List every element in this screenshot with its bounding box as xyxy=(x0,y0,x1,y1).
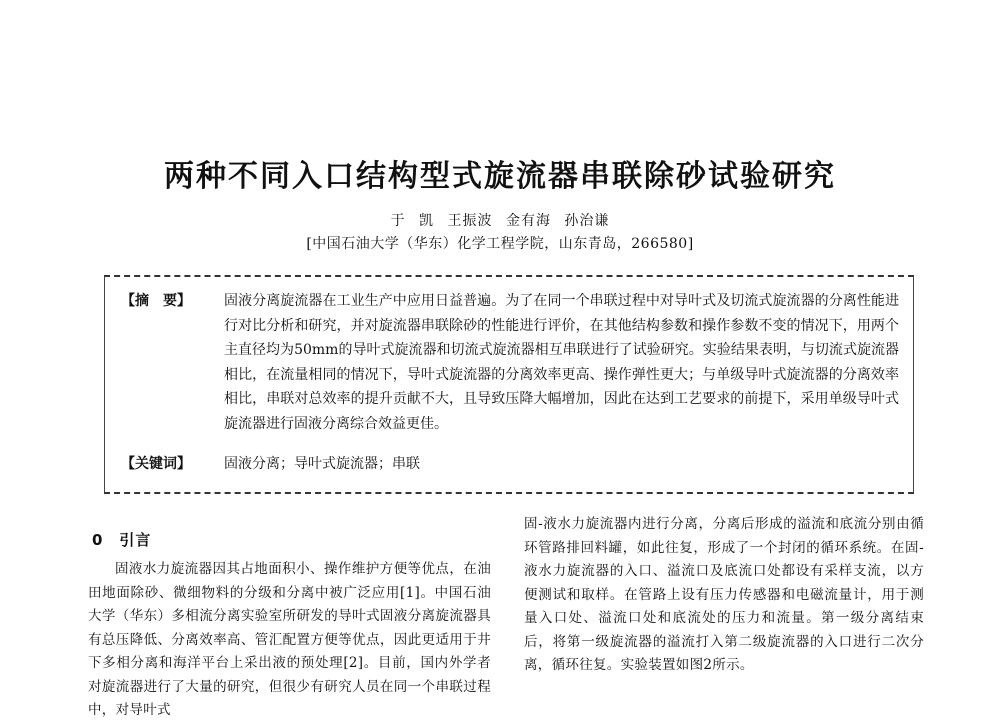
keywords-row xyxy=(121,452,420,476)
abstract-text: 固液分离旋流器在工业生产中应用日益普遍。为了在同一个串联过程中对导叶式及切流式旋流器的分离性能进行对比分析和研究，并对旋流器串联除砂的性能进行评价，在其他结构参数和操作参数不变的情况下，用两个主直径均为50mm的导叶式旋流器和切流式旋流器相互串联进行了试验研究。实验结果表明，与切流式旋流器相比，在流量相同的情况下，导叶式旋流器的分离效率更高、操作弹性更大；与单级导叶式旋流器的分离效率相比，串联对总效率的提升贡献不大，且导致压降大幅增加，因此在达到工艺要求的前提下，采用单级导叶式旋流器进行固液分离综合效益更佳。 xyxy=(224,293,899,432)
abstract-label-row xyxy=(121,289,191,314)
affiliation: [中国石油大学（华东）化学工程学院，山东青岛，266580] xyxy=(306,236,694,252)
body-right-column: 固-液水力旋流器内进行分离，分离后形成的溢流和底流分别由循环管路排回料罐，如此往复，形成了一个封闭的循环系统。在固-液水力旋流器的入口、溢流口及底流口处都设有采样支流，以方便测试和取样。在管路上设有压力传感器和电磁流量计，用于测量入口处、溢流口处和底流处的压力和流量。第一级分离结束后，将第一级旋流器的溢流打入第二级旋流器的入口进行二次分离，循环往复。实验装置如图2所示。 xyxy=(524,516,924,673)
keywords-text: 固液分离；导叶式旋流器；串联 xyxy=(224,456,420,472)
abstract-label: 【摘 要】 xyxy=(121,293,191,309)
author-list: 于 凯 王振波 金有海 孙治谦 xyxy=(390,213,610,229)
paper-title: 两种不同入口结构型式旋流器串联除砂试验研究 xyxy=(164,159,836,194)
section-heading-introduction: 0 引言 xyxy=(92,531,152,549)
keywords-label: 【关键词】 xyxy=(121,456,191,472)
body-left-column: 固液水力旋流器因其占地面积小、操作维护方便等优点，在油田地面除砂、微细物料的分级和分离中被广泛应用[1]。中国石油大学（华东）多相流分离实验室所研发的导叶式固液分离旋流器具有总压降低、分离效率高、管汇配置方便等优点，因此更适用于井下多相分离和海洋平台上采出液的预处理[2]。目前，国内外学者对旋流器进行了大量的研究，但很少有研究人员在同一个串联过程中，对导叶式 xyxy=(88,561,491,718)
abstract-box xyxy=(104,275,914,494)
